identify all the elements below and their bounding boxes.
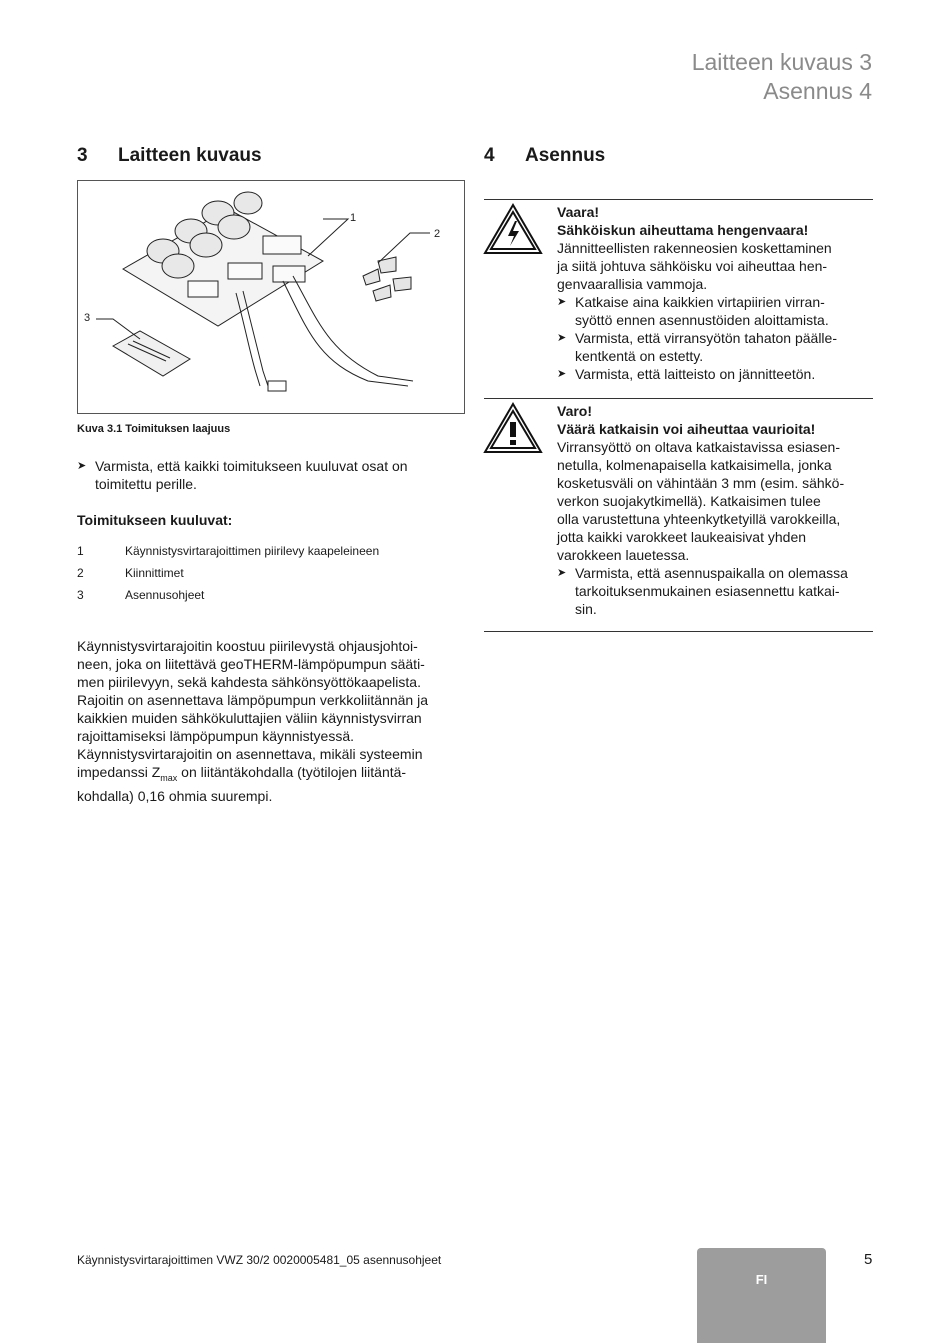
arrow-bullet-icon: ➤ bbox=[77, 460, 87, 472]
warning-label: Varo! bbox=[557, 403, 593, 419]
para-line: rajoittamiseksi lämpöpumpun käynnistyessä. bbox=[77, 728, 355, 744]
warning-caution bbox=[557, 402, 875, 618]
warning-text-line: verkon suojakytkimellä). Katkaisimen tulee bbox=[557, 493, 821, 509]
footer-text: Käynnistysvirtarajoittimen VWZ 30/2 0020005481_05 asennusohjeet bbox=[77, 1253, 442, 1267]
bullet-line1: Varmista, että kaikki toimitukseen kuuluvat osat on bbox=[95, 458, 408, 474]
item-text: Kiinnittimet bbox=[125, 566, 184, 580]
page-number: 5 bbox=[864, 1251, 873, 1268]
list-item bbox=[77, 544, 465, 566]
para-line: Käynnistysvirtarajoitin koostuu piirilevystä ohjausjohtoi- bbox=[77, 638, 418, 654]
electric-hazard-icon bbox=[483, 203, 543, 255]
warning-text-line: ja siitä johtuva sähköisku voi aiheuttaa hen- bbox=[557, 258, 828, 274]
description-paragraph bbox=[77, 637, 469, 805]
item-number: 2 bbox=[77, 566, 84, 580]
divider bbox=[484, 631, 873, 632]
arrow-bullet-icon: ➤ bbox=[557, 567, 567, 579]
check-delivery-bullet bbox=[77, 457, 485, 493]
warning-text-line: varokkeen lauetessa. bbox=[557, 547, 690, 563]
para-line: neen, joka on liitettävä geoTHERM-lämpöpumpun säätі- bbox=[77, 656, 425, 672]
warning-bullet: ➤ Varmista, että laitteisto on jännitteetön. bbox=[557, 366, 816, 382]
para-line: kaikkien muiden sähkökuluttajien väliin käynnistysvirran bbox=[77, 710, 422, 726]
running-head-line1: Laitteen kuvaus 3 bbox=[691, 49, 872, 75]
section3-number: 3 bbox=[77, 145, 88, 166]
divider bbox=[484, 199, 873, 200]
bullet-line2: toimitettu perille. bbox=[95, 476, 197, 492]
circuit-board-illustration bbox=[78, 181, 464, 413]
section3-title: Laitteen kuvaus bbox=[118, 145, 262, 166]
warning-bullet: ➤ Varmista, että asennuspaikalla on olemassa tarkoituksenmukainen esiasennettu katkai- sin. bbox=[557, 565, 848, 617]
warning-bullet: ➤ Varmista, että virransyötön tahaton päälle- kentkentä on estetty. bbox=[557, 330, 837, 364]
list-item bbox=[77, 566, 465, 588]
caution-icon bbox=[483, 402, 543, 454]
para-line: men piirilevyyn, sekä kahdesta sähkönsyöttökaapelista. bbox=[77, 674, 421, 690]
running-head-line2: Asennus 4 bbox=[763, 78, 872, 104]
running-head bbox=[692, 48, 872, 106]
warning-text-line: Virransyöttö on oltava katkaistavissa esiasen- bbox=[557, 439, 840, 455]
warning-danger bbox=[557, 203, 875, 383]
warning-text-line: genvaarallisia vammoja. bbox=[557, 276, 708, 292]
list-item bbox=[77, 588, 465, 610]
callout-3: 3 bbox=[84, 312, 91, 324]
para-line-impedance: impedanssi $Z_{max}$ on liitäntäkohdalla (työtilojen liitäntä- bbox=[77, 764, 407, 783]
arrow-bullet-icon: ➤ bbox=[557, 368, 567, 380]
warning-bullet: ➤ Katkaise aina kaikkien virtapiirien virran- syöttö ennen asennustöiden aloittamista. bbox=[557, 294, 829, 328]
warning-text-line: olla varustettuna yhteenkytketyillä varokkeilla, bbox=[557, 511, 841, 527]
delivery-subheading: Toimitukseen kuuluvat: bbox=[77, 512, 233, 528]
warning-text-line: netulla, kolmenapaisella katkaisimella, jonka bbox=[557, 457, 832, 473]
warning-label: Vaara! bbox=[557, 204, 600, 220]
item-number: 1 bbox=[77, 544, 84, 558]
arrow-bullet-icon: ➤ bbox=[557, 332, 567, 344]
callout-2: 2 bbox=[434, 228, 441, 240]
delivery-items-list bbox=[77, 544, 465, 610]
arrow-bullet-icon: ➤ bbox=[557, 296, 567, 308]
item-number: 3 bbox=[77, 588, 84, 602]
warning-headline: Sähköiskun aiheuttama hengenvaara! bbox=[557, 222, 809, 238]
figure-caption: Kuva 3.1 Toimituksen laajuus bbox=[77, 423, 231, 435]
section3-heading bbox=[77, 145, 262, 167]
warning-text-line: Jännitteellisten rakenneosien koskettaminen bbox=[557, 240, 832, 256]
item-text: Asennusohjeet bbox=[125, 588, 205, 602]
figure-delivery-scope bbox=[77, 180, 465, 414]
language-tab: FI bbox=[697, 1248, 826, 1343]
para-line: Käynnistysvirtarajoitin on asennettava, mikäli systeemin bbox=[77, 746, 423, 762]
section4-heading bbox=[484, 145, 605, 167]
warning-text-line: jotta kaikki varokkeet laukeaisivat yhden bbox=[557, 529, 807, 545]
warning-text-line: kosketusväli on vähintään 3 mm (esim. sähkö- bbox=[557, 475, 845, 491]
para-line: kohdalla) 0,16 ohmia suurempi. bbox=[77, 787, 273, 804]
item-text: Käynnistysvirtarajoittimen piirilevy kaapeleineen bbox=[125, 544, 380, 558]
divider bbox=[484, 398, 873, 399]
callout-1: 1 bbox=[350, 212, 357, 224]
warning-headline: Väärä katkaisin voi aiheuttaa vaurioita! bbox=[557, 421, 816, 437]
para-line: Rajoitin on asennettava lämpöpumpun verkkoliitännän ja bbox=[77, 692, 428, 708]
section4-title: Asennus bbox=[525, 145, 606, 166]
section4-number: 4 bbox=[484, 145, 495, 166]
